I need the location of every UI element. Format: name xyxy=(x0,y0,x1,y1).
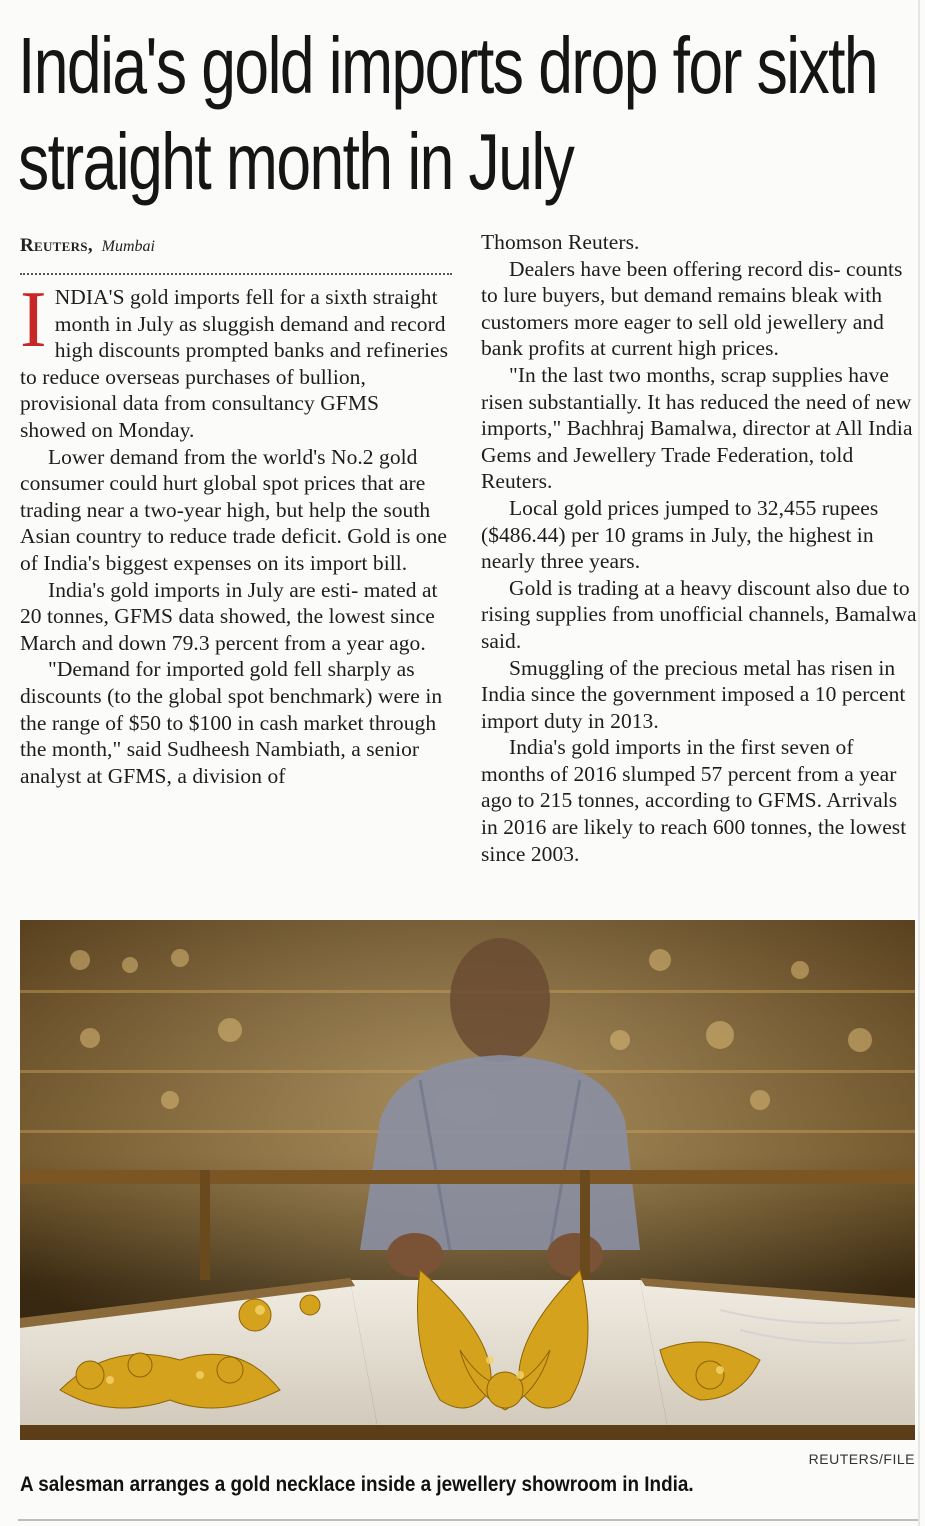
article-paragraph: "Demand for imported gold fell sharply as discounts (to the global spot benchmark) were in the range of $50 to $100 in cash market through the month," said Sudheesh Nambiath, a senior analyst at GFMS, a division of xyxy=(20,657,443,788)
headline: India's gold imports drop for sixth straight month in July xyxy=(18,21,878,206)
article-paragraph: Dealers have been offering record dis- counts to lure buyers, but demand remains bleak with customers more eager to sell old jewellery and bank profits at current high prices. xyxy=(481,256,903,361)
article-paragraph: Smuggling of the precious metal has risen in India since the government imposed a 10 percent import duty in 2013. xyxy=(481,655,906,733)
byline xyxy=(20,235,155,257)
bottom-divider xyxy=(18,1519,918,1521)
photo-caption: A salesman arranges a gold necklace inside a jewellery showroom in India. xyxy=(20,1473,694,1496)
article-paragraph: India's gold imports in the first seven of months of 2016 slumped 57 percent from a year ago to 215 tonnes, according to GFMS. Arrivals in 2016 are likely to reach 600 tonnes, the lowest since 2003. xyxy=(481,735,907,866)
byline-divider xyxy=(20,273,452,275)
article-column-left xyxy=(20,276,450,789)
news-photo xyxy=(20,920,915,1440)
byline-agency: Reuters, xyxy=(20,235,93,256)
paragraph-text: NDIA'S gold imports fell for a sixth straight month in July as sluggish demand and record high discounts prompted banks and refineries to reduce overseas purchases of bullion, provisional data from consultancy GFMS showed on Monday. xyxy=(20,285,448,442)
jewellery-showroom-photo xyxy=(20,920,915,1440)
article-paragraph: Gold is trading at a heavy discount also due to rising supplies from unofficial channels, Bamalwa said. xyxy=(481,575,917,653)
photo-credit: REUTERS/FILE xyxy=(808,1451,915,1467)
article-paragraph: Lower demand from the world's No.2 gold consumer could hurt global spot prices that are trading near a two-year high, but help the south Asian country to reduce trade deficit. Gold is one of India's biggest expenses on its import bill. xyxy=(20,444,447,575)
drop-cap: I xyxy=(20,276,47,364)
article-paragraph: "In the last two months, scrap supplies have risen substantially. It has reduced the need of new imports," Bachhraj Bamalwa, director at All India Gems and Jewellery Trade Federation, told Reuters. xyxy=(481,362,913,494)
page-edge xyxy=(918,0,920,1526)
article-column-right xyxy=(481,229,917,867)
byline-city: Mumbai xyxy=(101,238,155,255)
article-paragraph xyxy=(20,276,450,444)
article-paragraph: India's gold imports in July are esti- mated at 20 tonnes, GFMS data showed, the lowest since March and down 79.3 percent from a year ago. xyxy=(20,577,438,655)
article-paragraph: Local gold prices jumped to 32,455 rupees ($486.44) per 10 grams in July, the highest in nearly three years. xyxy=(481,495,879,574)
article-paragraph: Thomson Reuters. xyxy=(481,230,640,254)
